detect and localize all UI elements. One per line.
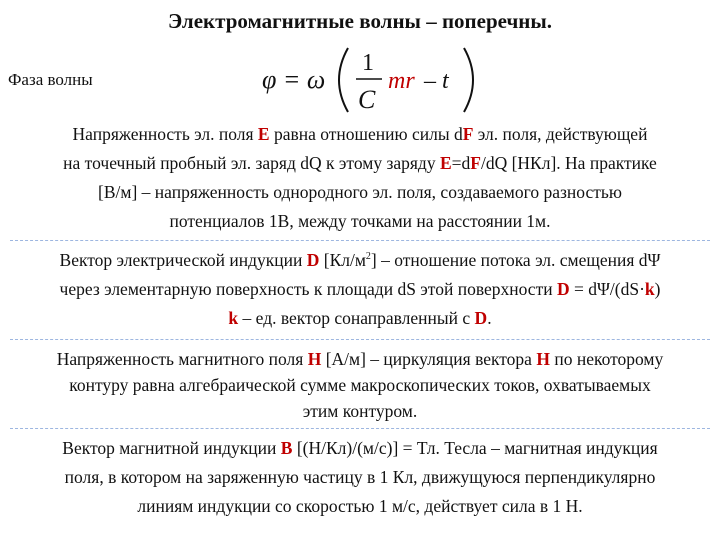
- separator: [10, 240, 710, 241]
- p1-line-4: потенциалов 1В, между точками на расстоянии 1м.: [169, 211, 551, 231]
- formula-mr: mr: [388, 68, 415, 94]
- formula-numerator: 1: [362, 50, 374, 76]
- separator: [10, 339, 710, 340]
- symbol-D: D: [306, 250, 320, 270]
- p2-line-2: через элементарную поверхность к площади dS этой поверхности D = dΨ/(dS·k): [59, 279, 661, 299]
- p2-line-3: k – ед. вектор сонаправленный с D.: [228, 308, 492, 328]
- p1-line-2: на точечный пробный эл. заряд dQ к этому заряду E=dF/dQ [НКл]. На практике: [63, 153, 657, 173]
- phase-formula: [258, 44, 488, 116]
- symbol-E: E: [257, 124, 270, 144]
- symbol-B: B: [280, 438, 293, 458]
- p4-line-1: Вектор магнитной индукции B [(Н/Кл)/(м/с)] = Тл. Тесла – магнитная индукция: [62, 438, 658, 458]
- right-paren: [464, 48, 473, 112]
- symbol-F: F: [470, 153, 481, 173]
- separator: [10, 428, 710, 429]
- paragraph-magnetic-induction: [0, 434, 720, 521]
- p1-line-1: Напряженность эл. поля E равна отношению силы dF эл. поля, действующей: [72, 124, 648, 144]
- paragraph-magnetic-field: [0, 346, 720, 424]
- formula-denominator: C: [358, 85, 376, 114]
- symbol-D: D: [556, 279, 570, 299]
- formula-lhs: φ = ω: [262, 65, 326, 94]
- symbol-D: D: [474, 308, 488, 328]
- formula-minus-t: – t: [424, 68, 449, 94]
- p3-line-1: Напряженность магнитного поля H [А/м] – циркуляция вектора H по некоторому: [56, 349, 664, 369]
- symbol-H: H: [536, 349, 550, 369]
- p3-line-3: этим контуром.: [302, 401, 418, 421]
- symbol-F: F: [462, 124, 474, 144]
- symbol-k: k: [228, 308, 239, 328]
- p1-line-3: [В/м] – напряженность однородного эл. поля, создаваемого разностью: [98, 182, 622, 202]
- left-paren: [339, 48, 348, 112]
- paragraph-electric-field: [0, 120, 720, 236]
- symbol-k: k: [644, 279, 655, 299]
- p4-line-3: линиям индукции со скоростью 1 м/с, действует сила в 1 Н.: [137, 496, 583, 516]
- p3-line-2: контуру равна алгебраической сумме макроскопических токов, охватываемых: [69, 375, 651, 395]
- p2-line-1: Вектор электрической индукции D $[Кл/м^2]$ – отношение потока эл. смещения dΨ: [59, 250, 661, 270]
- symbol-H: H: [307, 349, 322, 369]
- p4-line-2: поля, в котором на заряженную частицу в 1 Кл, движущуюся перпендикулярно: [64, 467, 656, 487]
- slide-title: Электромагнитные волны – поперечны.: [167, 9, 553, 33]
- phase-label: Фаза волны: [8, 70, 93, 89]
- symbol-E: E: [439, 153, 452, 173]
- paragraph-electric-induction: [0, 246, 720, 333]
